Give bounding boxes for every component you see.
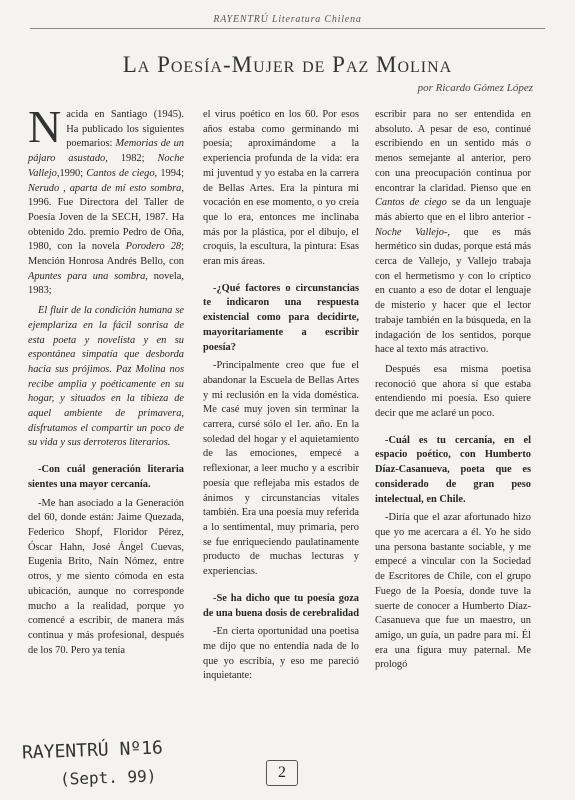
- answer-3-paragraph-2: Después esa misma poetisa reconoció que ahora sí que estaba entendiendo mi poesía. Eso quiere decir que me aclaré un poco.: [375, 363, 531, 420]
- handwritten-date: (Sept. 99): [59, 766, 157, 789]
- drop-cap: N: [28, 101, 62, 152]
- answer-4: -Diría que el azar afortunado hizo que yo me acercara a él. Yo he sido una persona bastante sociable, y me empecé a vincular con la Sociedad de Escritores de Chile, con el grupo Fuego de la Poesía, donde tuve la suerte de conocer a Humberto Díaz-Casanueva que fue un maestro, un amigo, un guía, un padre para mí. Él era una figura muy paternal. Me prologó: [375, 512, 531, 671]
- text: -, que es más hermético sin dudas, porque está más cerca de Vallejo, y Vallejo trabaja con el hermetismo y con lo críptico en cuanto a eso de dotar el lenguaje de misterio y hacer que el lector trabaje también en la búsqueda, en la indagación de los sentidos, porque hace al texto más atractivo.: [375, 226, 531, 356]
- text: , 1996. Fue Directora del Taller de Poesía Joven de la SECH, 1987. Ha obtenido 2do. premio Pedro de Oña, 1980, con la novela: [28, 182, 184, 253]
- book-title: Noche Vallejo: [375, 226, 444, 238]
- text: , 1982;: [105, 153, 158, 165]
- question-4: -Cuál es tu cercanía, en el espacio poético, con Humberto Díaz-Casanueva, poeta que es considerado de gran peso intelectual, en Chile.: [375, 434, 531, 505]
- column-3: [375, 108, 531, 673]
- text: acida en Santiago (1945). Ha publicado los siguientes poemarios:: [66, 109, 184, 150]
- running-head: RAYENTRÚ Literatura Chilena: [213, 14, 362, 25]
- intro-paragraph: [28, 101, 185, 299]
- question-2: -¿Qué factores o circunstancias te indicaron una respuesta existencial como para decidirte, mayoritariamente a escribir poesía?: [203, 282, 359, 353]
- header-rule: [30, 28, 545, 29]
- text: se da un lenguaje más abierto que en el libro anterior -: [375, 197, 531, 223]
- column-2: [203, 108, 359, 684]
- answer-3: -En cierta oportunidad una poetisa me dijo que no entendía nada de lo que yo escribía, y eso me pareció inquietante:: [203, 626, 359, 682]
- book-title: Noche Vallejo: [28, 153, 184, 179]
- book-title: Nerudo , aparta de mí esto sombra: [28, 182, 182, 194]
- question-3: -Se ha dicho que tu poesía goza de una buena dosis de cerebralidad: [203, 592, 359, 619]
- book-title: Memorias de un pájaro asustado: [28, 138, 184, 165]
- book-title: Porodero 28: [125, 241, 182, 253]
- text: , 1994;: [154, 167, 184, 179]
- book-title: Cantos de ciego: [86, 167, 155, 179]
- book-title: Apuntes para una sombra: [28, 270, 146, 282]
- column-1: [28, 101, 185, 658]
- text: ,1990;: [56, 167, 87, 179]
- article-title: La Poesía-Mujer de Paz Molina: [122, 52, 453, 77]
- text: , novela, 1983;: [28, 270, 184, 297]
- intro-italic-paragraph: El fluir de la condición humana se ejemplariza en la fácil sonrisa de esta poeta y novelista y en su espontánea simpatía que desborda hacia sus prójimos. Paz Molina nos recibe amplia y poéticamente en su hogar, y situados en la tibieza de aquel ambiente de primavera, disfrutamos el compartir un poco de su vida y sus derroteros literarios.: [28, 305, 184, 449]
- book-title: Cantos de ciego: [375, 197, 447, 209]
- answer-1-continued: el virus poético en los 60. Por esos años estaba como germinando mi poesía; aproximándome a la experiencia profunda de la vida: era mi juventud y yo estaba en la carrera de Bellas Artes. Era la pintura mi vocación en ese momento, o yo creía que lo era, entonces me inclinaba más por la plástica, por el dibujo, el croquis, la escultura, la pintura: Esas eran mis áreas.: [203, 109, 359, 268]
- text: escribir para no ser entendida en absoluto. A pesar de eso, continué escribiendo en un sentido más o menos semejante al anterior, pero con una preocupación continua por encontrar la claridad. Pienso que en: [375, 109, 531, 194]
- page-number: 2: [266, 760, 298, 786]
- question-1: -Con cuál generación literaria sientes una mayor cercanía.: [28, 464, 184, 490]
- text: ; Mención Honrosa Andrés Bello, con: [28, 241, 185, 268]
- handwritten-note: RAYENTRÚ Nº16: [21, 737, 164, 764]
- answer-1: -Me han asociado a la Generación del 60, donde están: Jaime Quezada, Federico Shopf, Floridor Pérez, Óscar Hahn, José Ángel Cuevas, Eugenia Brito, Naín Nómez, entre otros, y me siento cómoda en esta ubicación, aunque no corresponde mucho a la realidad, porque yo comencé a escribir, de manera más continua y más profesional, después de los 70. Pero ya tenía: [28, 497, 184, 656]
- answer-2: -Principalmente creo que fue el abandonar la Escuela de Bellas Artes y mi reclusión en la vida doméstica. Me casé muy joven sin terminar la carrera, cursé sólo el 1er. año. En la soledad del hogar y el aquietamiento de las emociones, empecé a reflexionar, a leer mucho y a escribir poesía que reflejaba mis estados de ánimos y circunstancias vitales también. Era una poesía muy referida a lo sentimental, muy primaria, pero se fue enriqueciendo paulatinamente producto de muchas lecturas y experiencias.: [203, 360, 359, 578]
- byline: por Ricardo Gómez López: [417, 82, 533, 94]
- answer-3-continued: [375, 108, 531, 358]
